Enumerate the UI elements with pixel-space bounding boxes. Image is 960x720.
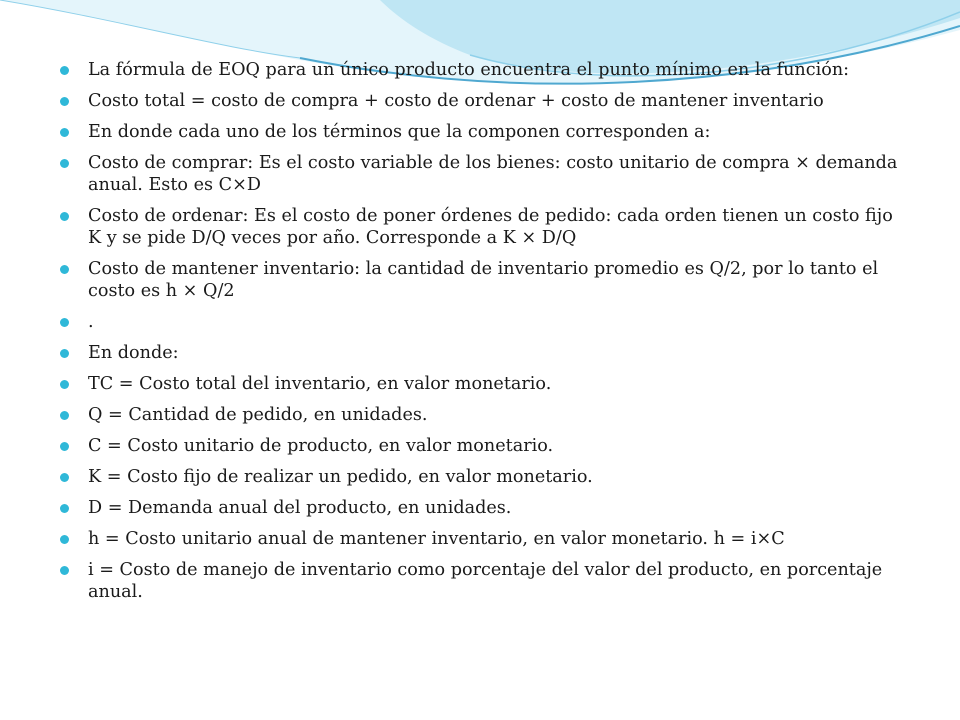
- bullet-item: [60, 404, 910, 426]
- bullet-text: TC = Costo total del inventario, en valor monetario.: [88, 374, 552, 394]
- bullet-text: i = Costo de manejo de inventario como porcentaje del valor del producto, en porcentaje anual.: [88, 560, 883, 602]
- bullet-dot-icon: [60, 380, 69, 389]
- bullet-list: [60, 59, 910, 612]
- bullet-text: Costo de comprar: Es el costo variable de los bienes: costo unitario de compra × demanda anual. Esto es C×D: [88, 153, 898, 195]
- bullet-text: En donde:: [88, 343, 179, 363]
- bullet-dot-icon: [60, 159, 69, 168]
- bullet-dot-icon: [60, 212, 69, 221]
- bullet-dot-icon: [60, 504, 69, 513]
- bullet-text: C = Costo unitario de producto, en valor monetario.: [88, 436, 554, 456]
- bullet-item: [60, 121, 910, 143]
- bullet-dot-icon: [60, 411, 69, 420]
- bullet-dot-icon: [60, 535, 69, 544]
- bullet-text: D = Demanda anual del producto, en unidades.: [88, 498, 512, 518]
- bullet-text: h = Costo unitario anual de mantener inventario, en valor monetario. h = i×C: [88, 529, 785, 549]
- bullet-item: [60, 59, 910, 81]
- bullet-item: [60, 90, 910, 112]
- bullet-item: [60, 342, 910, 364]
- bullet-text: K = Costo fijo de realizar un pedido, en valor monetario.: [88, 467, 593, 487]
- bullet-text: Q = Cantidad de pedido, en unidades.: [88, 405, 428, 425]
- bullet-dot-icon: [60, 566, 69, 575]
- bullet-dot-icon: [60, 97, 69, 106]
- bullet-item: [60, 258, 910, 302]
- bullet-dot-icon: [60, 442, 69, 451]
- bullet-item: [60, 497, 910, 519]
- bullet-text: Costo total = costo de compra + costo de ordenar + costo de mantener inventario: [88, 91, 824, 111]
- bullet-item: [60, 559, 910, 603]
- bullet-item: [60, 205, 910, 249]
- bullet-text: Costo de mantener inventario: la cantidad de inventario promedio es Q/2, por lo tanto el costo es h × Q/2: [88, 259, 879, 301]
- bullet-item: [60, 373, 910, 395]
- bullet-text: En donde cada uno de los términos que la componen corresponden a:: [88, 122, 711, 142]
- bullet-text: Costo de ordenar: Es el costo de poner órdenes de pedido: cada orden tienen un costo fijo K y se pide D/Q veces por año. Corresponde a K × D/Q: [88, 206, 893, 248]
- bullet-dot-icon: [60, 66, 69, 75]
- bullet-dot-icon: [60, 349, 69, 358]
- bullet-dot-icon: [60, 128, 69, 137]
- bullet-item: [60, 152, 910, 196]
- bullet-item: [60, 311, 910, 333]
- bullet-item: [60, 435, 910, 457]
- bullet-item: [60, 466, 910, 488]
- bullet-item: [60, 528, 910, 550]
- bullet-dot-icon: [60, 318, 69, 327]
- bullet-text: La fórmula de EOQ para un único producto encuentra el punto mínimo en la función:: [88, 60, 850, 80]
- bullet-text: .: [88, 312, 94, 332]
- bullet-dot-icon: [60, 473, 69, 482]
- bullet-dot-icon: [60, 265, 69, 274]
